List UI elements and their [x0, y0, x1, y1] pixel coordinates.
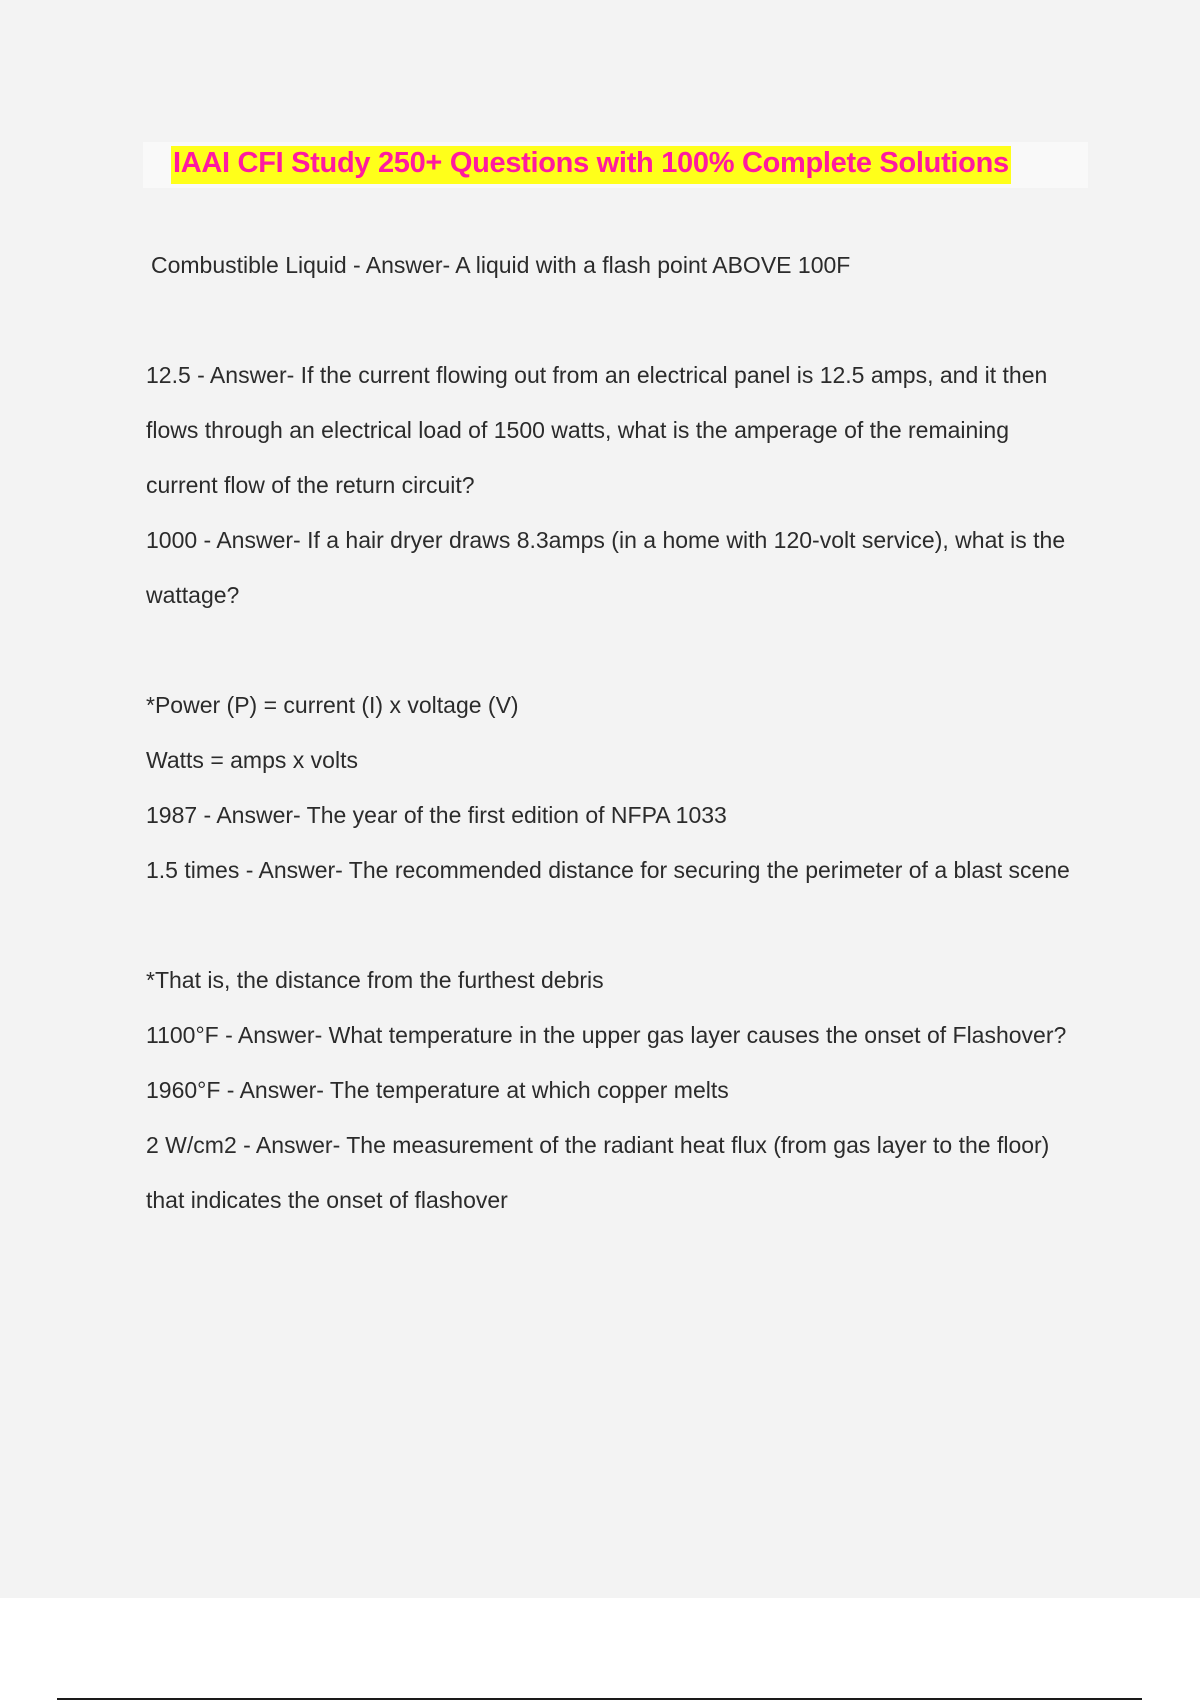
entry-copper-melting-point: 1960°F - Answer- The temperature at which copper melts: [146, 1077, 729, 1103]
entry-nfpa-1033-year: 1987 - Answer- The year of the first edition of NFPA 1033: [146, 802, 727, 828]
spacer: [146, 293, 1086, 348]
entry-return-circuit-amperage: 12.5 - Answer- If the current flowing out from an electrical panel is 12.5 amps, and it then flows through an electrical load of 1500 watts, what is the amperage of the remaining current flow of the return circuit?: [146, 362, 1048, 498]
spacer: [146, 898, 1086, 953]
entry-furthest-debris-note: *That is, the distance from the furthest debris: [146, 967, 604, 993]
entry-hair-dryer-wattage: 1000 - Answer- If a hair dryer draws 8.3amps (in a home with 120-volt service), what is the wattage?: [146, 527, 1066, 608]
document-title: IAAI CFI Study 250+ Questions with 100% Complete Solutions: [171, 146, 1011, 184]
entry-blast-scene-perimeter: 1.5 times - Answer- The recommended distance for securing the perimeter of a blast scene: [146, 857, 1070, 883]
entry-power-formula: *Power (P) = current (I) x voltage (V): [146, 692, 519, 718]
entry-flashover-temperature: 1100°F - Answer- What temperature in the upper gas layer causes the onset of Flashover?: [146, 1022, 1067, 1048]
entry-watts-formula: Watts = amps x volts: [146, 747, 358, 773]
entry-radiant-heat-flux: 2 W/cm2 - Answer- The measurement of the radiant heat flux (from gas layer to the floor) that indicates the onset of flashover: [146, 1132, 1050, 1213]
spacer: [146, 623, 1086, 678]
entry-combustible-liquid: Combustible Liquid - Answer- A liquid with a flash point ABOVE 100F: [151, 252, 851, 278]
document-body: [146, 238, 1086, 1228]
